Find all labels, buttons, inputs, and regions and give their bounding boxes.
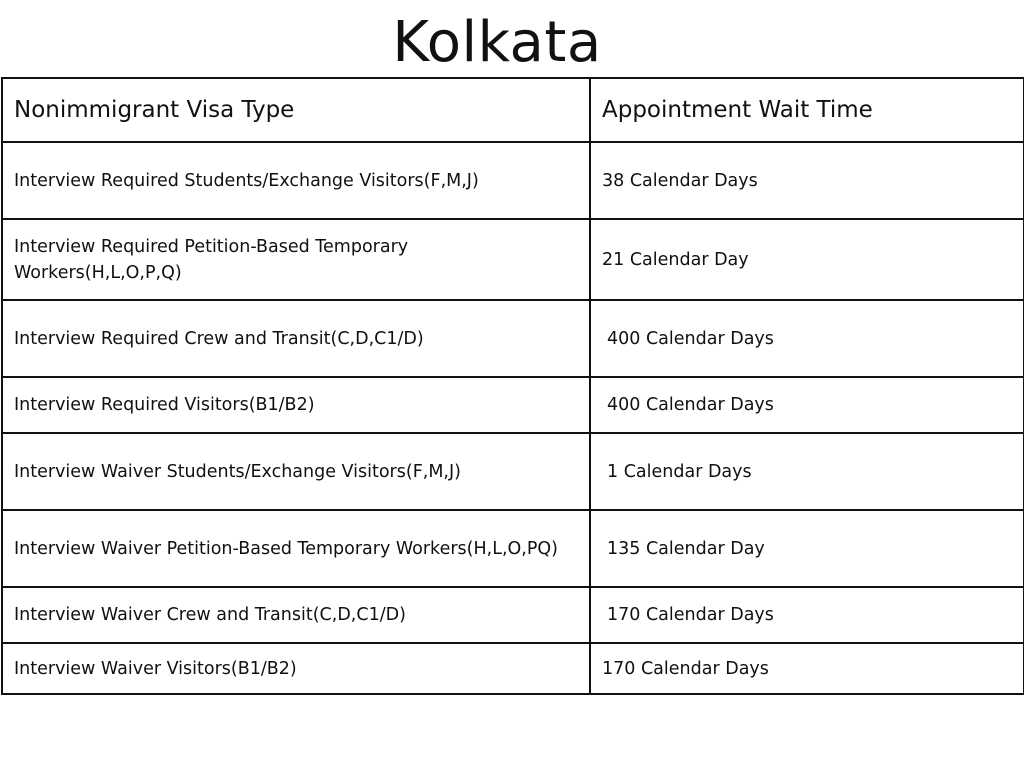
page-title: Kolkata bbox=[392, 10, 602, 75]
table-row bbox=[2, 219, 1024, 300]
wait-time-cell: 170 Calendar Days bbox=[590, 587, 1024, 643]
visa-type-cell: Interview Required Crew and Transit(C,D,C1/D) bbox=[2, 300, 590, 377]
wait-time-cell: 400 Calendar Days bbox=[590, 377, 1024, 433]
wait-time-cell: 38 Calendar Days bbox=[590, 142, 1024, 219]
wait-time-cell: 400 Calendar Days bbox=[590, 300, 1024, 377]
table-row bbox=[2, 510, 1024, 587]
visa-type-cell: Interview Required Visitors(B1/B2) bbox=[2, 377, 590, 433]
table-row bbox=[2, 300, 1024, 377]
visa-type-cell: Interview Waiver Visitors(B1/B2) bbox=[2, 643, 590, 694]
wait-time-cell: 1 Calendar Days bbox=[590, 433, 1024, 510]
visa-type-cell: Interview Required Students/Exchange Visitors(F,M,J) bbox=[2, 142, 590, 219]
wait-time-cell: 135 Calendar Day bbox=[590, 510, 1024, 587]
table-row bbox=[2, 587, 1024, 643]
table-row bbox=[2, 377, 1024, 433]
visa-type-cell: Interview Required Petition-Based Temporary Workers(H,L,O,P,Q) bbox=[2, 219, 590, 300]
wait-time-cell: 170 Calendar Days bbox=[590, 643, 1024, 694]
table-row bbox=[2, 142, 1024, 219]
wait-time-cell: 21 Calendar Day bbox=[590, 219, 1024, 300]
header-wait-time: Appointment Wait Time bbox=[590, 78, 1024, 142]
visa-type-cell: Interview Waiver Students/Exchange Visitors(F,M,J) bbox=[2, 433, 590, 510]
visa-type-cell: Interview Waiver Petition-Based Temporary Workers(H,L,O,PQ) bbox=[2, 510, 590, 587]
table-header-row bbox=[2, 78, 1024, 142]
table-row bbox=[2, 643, 1024, 694]
header-visa-type: Nonimmigrant Visa Type bbox=[2, 78, 590, 142]
wait-time-table bbox=[1, 77, 1024, 695]
visa-type-cell: Interview Waiver Crew and Transit(C,D,C1/D) bbox=[2, 587, 590, 643]
table-row bbox=[2, 433, 1024, 510]
